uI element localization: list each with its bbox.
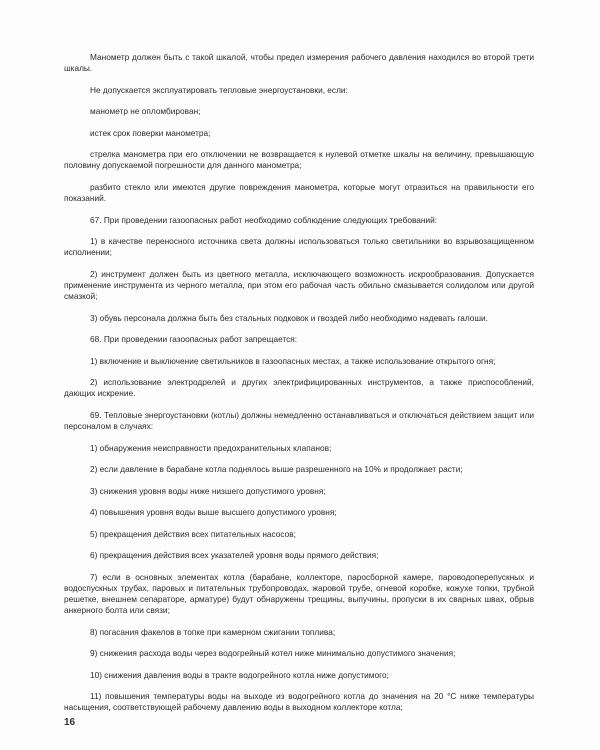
paragraph-67-item-3: 3) обувь персонала должна быть без стальных подковок и гвоздей либо необходимо надевать галоши. <box>90 312 488 323</box>
paragraph-manometer-scale: Манометр должен быть с такой шкалой, чтобы предел измерения рабочего давления находился во второй трети шкалы. <box>64 52 534 74</box>
paragraph-69-item-3: 3) снижения уровня воды ниже низшего допустимого уровня; <box>90 485 326 496</box>
paragraph-69-item-6: 6) прекращения действия всех указателей уровня воды прямого действия; <box>90 550 379 561</box>
paragraph-69-item-8: 8) погасания факелов в топке при камерном сжигании топлива; <box>90 626 336 637</box>
paragraph-67-item-1: 1) в качестве переносного источника света должны использоваться только светильники во взрывозащищенном исполнении; <box>64 236 534 258</box>
page-number: 16 <box>64 717 76 728</box>
paragraph-69-item-9: 9) снижения расхода воды через водогрейный котел ниже минимально допустимого значения; <box>90 648 456 659</box>
paragraph-69-item-4: 4) повышения уровня воды выше высшего допустимого уровня; <box>90 507 337 518</box>
paragraph-67-item-2: 2) инструмент должен быть из цветного металла, исключающего возможность искрообразования. Допускается применение инструмента из черного металла, при этом его рабочая часть обильно смазывается солидолом или другой смазкой; <box>64 268 534 302</box>
paragraph-glass-broken: разбито стекло или имеются другие повреждения манометра, которые могут отразиться на правильности его показаний. <box>64 181 534 204</box>
paragraph-not-sealed: манометр не опломбирован; <box>90 106 201 117</box>
paragraph-69-heading: 69. Тепловые энергоустановки (котлы) должны немедленно останавливаться и отключаться действием защит или персоналом в случаях: <box>64 409 534 432</box>
paragraph-69-item-5: 5) прекращения действия всех питательных насосов; <box>90 528 296 539</box>
document-body <box>64 52 534 724</box>
paragraph-68-item-2: 2) использование электродрелей и других электрифицированных инструментов, а также приспособлений, дающих искрение. <box>64 377 534 399</box>
paragraph-verification-expired: истек срок поверки манометра; <box>90 127 211 138</box>
paragraph-69-item-11: 11) повышения температуры воды на выходе из водогрейного котла до значения на 20 °С ниже температуры насыщения, соответствующей рабочему давлению воды в выходном коллекторе котла; <box>64 691 534 713</box>
paragraph-prohibition-intro: Не допускается эксплуатировать тепловые энергоустановки, если: <box>90 84 348 95</box>
paragraph-69-item-7: 7) если в основных элементах котла (барабане, коллекторе, паросборной камере, пароводоперепускных и водоспускных трубах, паровых и питательных трубопроводах, жаровой трубе, огневой коробке, кожухе топки, трубной решетке, внешнем сепараторе, арматуре) будут обнаружены трещины, выпучины, пропуски в их сварных швах, обрыв анкерного болта или связи; <box>64 571 534 616</box>
paragraph-needle-zero: стрелка манометра при его отключении не возвращается к нулевой отметке шкалы на величину, превышающую половину допускаемой погрешности для данного манометра; <box>64 149 534 171</box>
paragraph-69-item-1: 1) обнаружения неисправности предохранительных клапанов; <box>90 442 332 453</box>
paragraph-69-item-2: 2) если давление в барабане котла поднялось выше разрешенного на 10% и продолжает расти; <box>90 464 463 475</box>
paragraph-67-heading: 67. При проведении газоопасных работ необходимо соблюдение следующих требований: <box>90 214 438 225</box>
paragraph-69-item-10: 10) снижения давления воды в тракте водогрейного котла ниже допустимого; <box>90 669 389 680</box>
paragraph-68-heading: 68. При проведении газоопасных работ запрещается: <box>90 334 298 345</box>
paragraph-68-item-1: 1) включение и выключение светильников в газоопасных местах, а также использование открытого огня; <box>90 355 496 366</box>
